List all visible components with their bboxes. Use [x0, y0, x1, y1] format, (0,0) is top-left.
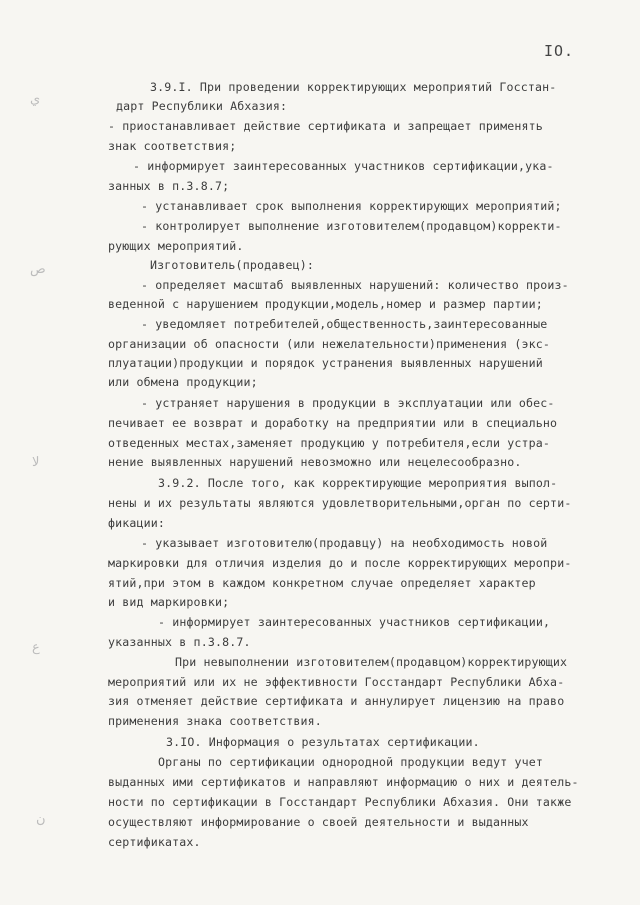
- margin-mark: لا: [32, 455, 40, 470]
- text-line: нены и их результаты являются удовлетворительными,орган по серти-: [108, 496, 572, 510]
- text-line: При невыполнении изготовителем(продавцом)корректирующих: [175, 655, 568, 669]
- text-line: - определяет масштаб выявленных нарушений: количество произ-: [141, 278, 569, 292]
- margin-mark: ع: [32, 640, 40, 655]
- text-line: - контролирует выполнение изготовителем(продавцом)корректи-: [141, 219, 562, 233]
- text-line: рующих мероприятий.: [108, 239, 244, 253]
- text-line: 3.9.I. При проведении корректирующих мероприятий Госстан-: [150, 80, 557, 94]
- text-line: и вид маркировки;: [108, 595, 230, 609]
- text-line: мероприятий или их не эффективности Госстандарт Республики Абха-: [108, 675, 565, 689]
- text-line: Изготовитель(продавец):: [150, 258, 314, 272]
- text-line: занных в п.3.8.7;: [108, 179, 230, 193]
- text-line: Органы по сертификации однородной продукции ведут учет: [158, 755, 544, 769]
- text-line: - устанавливает срок выполнения корректирующих мероприятий;: [141, 199, 562, 213]
- text-line: организации об опасности (или нежелательности)применения (экс-: [108, 337, 551, 351]
- text-line: фикации:: [108, 516, 166, 530]
- text-line: - указывает изготовителю(продавцу) на необходимость новой: [141, 536, 548, 550]
- text-line: - устраняет нарушения в продукции в эксплуатации или обес-: [141, 396, 555, 410]
- margin-mark: ن: [36, 812, 46, 827]
- margin-mark: ي: [30, 92, 41, 107]
- text-line: отведенных местах,заменяет продукцию у потребителя,если устра-: [108, 436, 551, 450]
- text-line: плуатации)продукции и порядок устранения выявленных нарушений: [108, 356, 543, 370]
- text-line: зия отменяет действие сертификата и аннулирует лицензию на право: [108, 694, 565, 708]
- text-line: применения знака соответствия.: [108, 714, 322, 728]
- text-line: знак соответствия;: [108, 139, 237, 153]
- text-line: 3.9.2. После того, как корректирующие мероприятия выпол-: [158, 476, 558, 490]
- text-line: веденной с нарушением продукции,модель,номер и размер партии;: [108, 297, 543, 311]
- text-line: указанных в п.3.8.7.: [108, 635, 251, 649]
- text-line: - приостанавливает действие сертификата и запрещает применять: [108, 119, 543, 133]
- text-line: сертификатах.: [108, 835, 201, 849]
- text-line: дарт Республики Абхазия:: [116, 99, 288, 113]
- text-line: ности по сертификации в Госстандарт Республики Абхазия. Они также: [108, 795, 572, 809]
- text-line: 3.IO. Информация о результатах сертификации.: [166, 735, 480, 749]
- page-number: IO.: [544, 42, 575, 60]
- text-line: нение выявленных нарушений невозможно или нецелесообразно.: [108, 455, 522, 469]
- text-line: - информирует заинтересованных участников сертификации,ука-: [133, 159, 554, 173]
- text-line: - информирует заинтересованных участников сертификации,: [158, 615, 551, 629]
- text-line: печивает ее возврат и доработку на предприятии или в специально: [108, 416, 558, 430]
- text-line: осуществляют информирование о своей деятельности и выданных: [108, 815, 529, 829]
- text-line: выданных ими сертификатов и направляют информацию о них и деятель-: [108, 775, 579, 789]
- text-line: маркировки для отличия изделия до и после корректирующих меропри-: [108, 556, 572, 570]
- text-line: или обмена продукции;: [108, 375, 258, 389]
- text-line: - уведомляет потребителей,общественность,заинтересованные: [141, 317, 548, 331]
- margin-mark: ص: [30, 262, 46, 277]
- text-line: ятий,при этом в каждом конкретном случае определяет характер: [108, 576, 536, 590]
